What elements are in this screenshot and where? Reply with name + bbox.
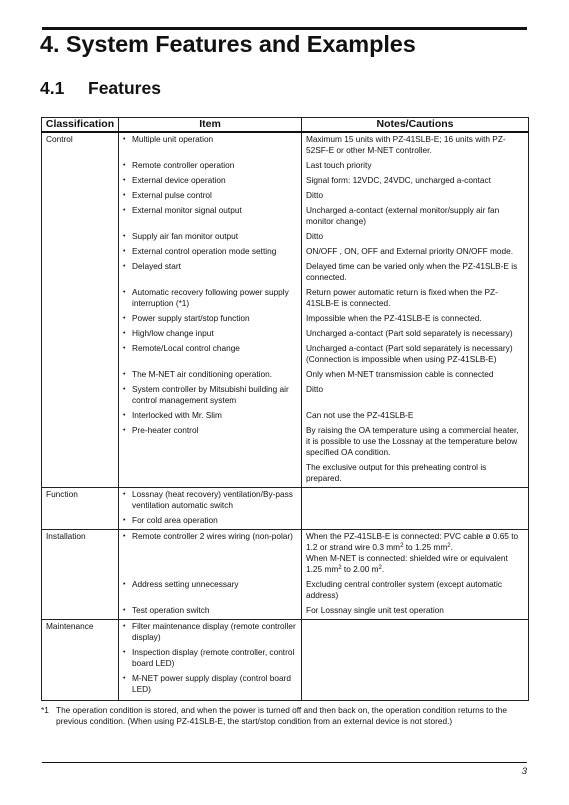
- item-text: • Test operation switch: [123, 605, 297, 616]
- item-text: • Interlocked with Mr. Slim: [123, 410, 297, 421]
- item-text: • External device operation: [123, 175, 297, 186]
- note-text: Ditto: [302, 190, 529, 201]
- table-row: [42, 673, 529, 701]
- item-text: • Power supply start/stop function: [123, 313, 297, 324]
- table-row: [42, 410, 529, 421]
- table-row: [42, 579, 529, 601]
- section-label: Features: [88, 78, 161, 98]
- table-row: [42, 175, 529, 186]
- note-text: [302, 647, 529, 669]
- footnote-mark: *1: [41, 705, 49, 715]
- note-text: Can not use the PZ-41SLB-E: [302, 410, 529, 421]
- header-notes: Notes/Cautions: [302, 118, 529, 133]
- item-text: • Automatic recovery following power supply interruption (*1): [123, 287, 297, 309]
- item-text: • Remote controller operation: [123, 160, 297, 171]
- table-row: [42, 261, 529, 283]
- item-text: • Supply air fan monitor output: [123, 231, 297, 242]
- header-item: Item: [119, 118, 302, 133]
- item-text: • Inspection display (remote controller, control board LED): [123, 647, 297, 669]
- item-text: • For cold area operation: [123, 515, 297, 526]
- table-row: [42, 132, 529, 156]
- item-text: • Remote controller 2 wires wiring (non-polar): [123, 531, 297, 542]
- item-text: • The M-NET air conditioning operation.: [123, 369, 297, 380]
- table-row: [42, 369, 529, 380]
- table-row: [42, 384, 529, 406]
- table-row: [42, 605, 529, 620]
- item-text: • M-NET power supply display (control board LED): [123, 673, 297, 695]
- note-text: Uncharged a-contact (Part sold separately is necessary): [302, 328, 529, 339]
- table-row: [42, 231, 529, 242]
- note-cell: [302, 425, 529, 488]
- note-text: Last touch priority: [302, 160, 529, 171]
- note-text: Excluding central controller system (except automatic address): [302, 579, 529, 601]
- note-text: Only when M-NET transmission cable is connected: [302, 369, 529, 380]
- classification-cell: Control: [42, 132, 119, 156]
- section-number: 4.1: [40, 78, 65, 98]
- footnote-text: The operation condition is stored, and when the power is turned off and then back on, the operation condition returns to the previous condition. (When using PZ-41SLB-E, the start/stop condition from an external device is not stored.): [56, 705, 507, 726]
- classification-cell: Installation: [42, 530, 119, 576]
- item-text: • System controller by Mitsubishi building air control management system: [123, 384, 297, 406]
- note-text-secondary: The exclusive output for this preheating control is prepared.: [306, 462, 487, 483]
- note-text: Ditto: [302, 231, 529, 242]
- table-row: [42, 488, 529, 512]
- note-cell: When the PZ-41SLB-E is connected: PVC cable ø 0.65 to 1.2 or strand wire 0.3 $mm^2$ to 1.25 $mm^2$. When M-NET is connected: shielded wire or equivalent 1.25 $mm^2$ to 2.00 $m^2$.: [302, 530, 529, 576]
- note-text: Maximum 15 units with PZ-41SLB-E; 16 units with PZ-52SF-E or other M-NET controller.: [302, 132, 529, 156]
- table-row: [42, 313, 529, 324]
- note-text: Ditto: [302, 384, 529, 406]
- features-table: [41, 117, 529, 701]
- note-text: [302, 673, 529, 701]
- item-text: • Pre-heater control: [123, 425, 297, 436]
- header-classification: Classification: [42, 118, 119, 133]
- footer-rule: [42, 762, 527, 763]
- item-text: • Filter maintenance display (remote controller display): [123, 621, 297, 643]
- item-text: • Address setting unnecessary: [123, 579, 297, 590]
- note-text: ON/OFF , ON, OFF and External priority ON/OFF mode.: [302, 246, 529, 257]
- item-text: • High/low change input: [123, 328, 297, 339]
- note-text: [302, 620, 529, 644]
- table-header-row: [42, 118, 529, 133]
- note-text: [302, 515, 529, 530]
- item-text: • External control operation mode setting: [123, 246, 297, 257]
- table-row: [42, 328, 529, 339]
- table-row: [42, 190, 529, 201]
- note-text: For Lossnay single unit test operation: [302, 605, 529, 620]
- title-rule: [42, 27, 527, 30]
- note-text: Uncharged a-contact (Part sold separately is necessary) (Connection is impossible when using PZ-41SLB-E): [302, 343, 529, 365]
- item-text: • External pulse control: [123, 190, 297, 201]
- note-text: Signal form: 12VDC, 24VDC, uncharged a-contact: [302, 175, 529, 186]
- table-row: [42, 515, 529, 530]
- table-row: [42, 205, 529, 227]
- page-title: 4. System Features and Examples: [40, 31, 416, 57]
- item-text: • Remote/Local control change: [123, 343, 297, 354]
- table-row: [42, 343, 529, 365]
- note-text: [302, 488, 529, 512]
- table-row: [42, 287, 529, 309]
- table-row: [42, 620, 529, 644]
- item-text: • External monitor signal output: [123, 205, 297, 216]
- page-number: 3: [521, 766, 527, 777]
- note-text: Impossible when the PZ-41SLB-E is connected.: [302, 313, 529, 324]
- table-row: [42, 647, 529, 669]
- item-text: • Lossnay (heat recovery) ventilation/By-pass ventilation automatic switch: [123, 489, 297, 511]
- item-text: • Delayed start: [123, 261, 297, 272]
- footnote: [41, 705, 531, 727]
- note-text: Delayed time can be varied only when the PZ-41SLB-E is connected.: [302, 261, 529, 283]
- section-heading: [40, 78, 161, 99]
- classification-cell: Function: [42, 488, 119, 512]
- table-row: [42, 246, 529, 257]
- item-text: • Multiple unit operation: [123, 134, 297, 145]
- note-text: Uncharged a-contact (external monitor/supply air fan monitor change): [302, 205, 529, 227]
- note-text: Return power automatic return is fixed when the PZ-41SLB-E is connected.: [302, 287, 529, 309]
- classification-cell: Maintenance: [42, 620, 119, 644]
- table-row: [42, 530, 529, 576]
- note-text: By raising the OA temperature using a commercial heater, it is possible to use the Lossnay at the temperature below specified OA condition.: [306, 425, 519, 457]
- table-row: [42, 425, 529, 488]
- table-row: [42, 160, 529, 171]
